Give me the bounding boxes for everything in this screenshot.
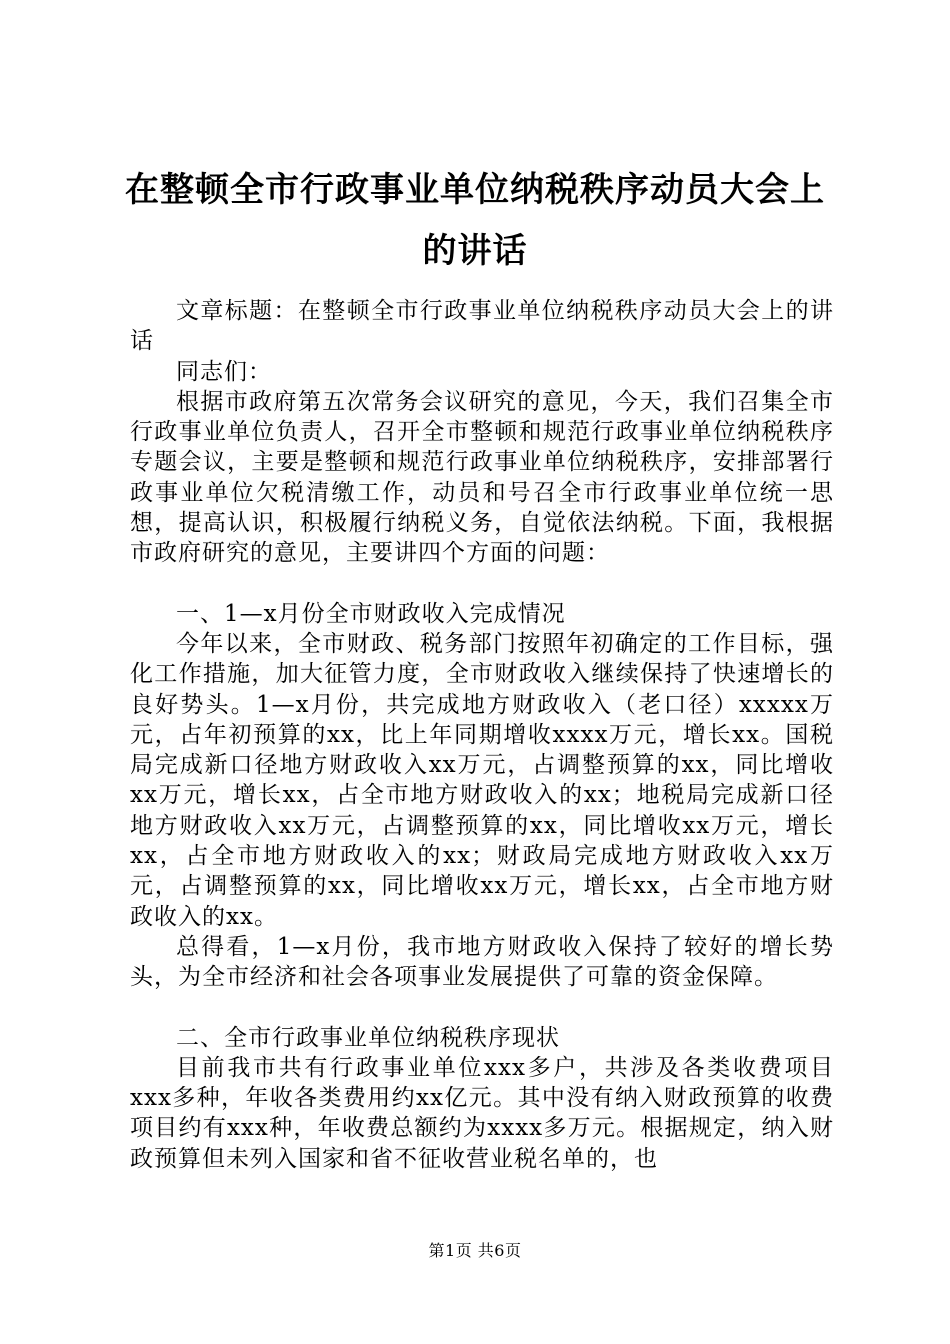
section-heading-1: 一、1—x月份全市财政收入完成情况 xyxy=(176,600,566,627)
document-body xyxy=(130,296,834,1174)
document-title: 在整顿全市行政事业单位纳税秩序动员大会上的讲话 xyxy=(125,170,825,271)
section-1-paragraph-1: 今年以来，全市财政、税务部门按照年初确定的工作目标，强化工作措施，加大征管力度，全市财政收入继续保持了快速增长的良好势头。1—x月份，共完成地方财政收入（老口径）xxxxx万元，占年初预算的xx，比上年同期增收xxxx万元，增长xx。国税局完成新口径地方财政收入xx万元，占调整预算的xx，同比增收xx万元，增长xx，占全市地方财政收入的xx；地税局完成新口径地方财政收入xx万元，占调整预算的xx，同比增收xx万元，增长xx，占全市地方财政收入的xx；财政局完成地方财政收入xx万元，占调整预算的xx，同比增收xx万元，增长xx，占全市地方财政收入的xx。 xyxy=(130,630,834,930)
section-2-paragraph-1: 目前我市共有行政事业单位xxx多户，共涉及各类收费项目xxx多种，年收各类费用约xx亿元。其中没有纳入财政预算的收费项目约有xxx种，年收费总额约为xxxx多万元。根据规定，纳入财政预算但未列入国家和省不征收营业税名单的，也 xyxy=(130,1054,834,1172)
section-1-paragraph-2: 总得看，1—x月份，我市地方财政收入保持了较好的增长势头，为全市经济和社会各项事业发展提供了可靠的资金保障。 xyxy=(130,933,834,991)
paragraph-gap xyxy=(130,569,834,599)
section-heading-2: 二、全市行政事业单位纳税秩序现状 xyxy=(176,1024,560,1051)
page-indicator: 第1页 共6页 xyxy=(428,1241,522,1260)
article-title-line: 文章标题：在整顿全市行政事业单位纳税秩序动员大会上的讲话 xyxy=(130,298,834,355)
salutation: 同志们： xyxy=(176,358,272,385)
intro-paragraph: 根据市政府第五次常务会议研究的意见，今天，我们召集全市行政事业单位负责人，召开全市整顿和规范行政事业单位纳税秩序专题会议，主要是整顿和规范行政事业单位纳税秩序，安排部署行政事业单位欠税清缴工作，动员和号召全市行政事业单位统一思想，提高认识，积极履行纳税义务，自觉依法纳税。下面，我根据市政府研究的意见，主要讲四个方面的问题： xyxy=(130,388,834,567)
paragraph-gap xyxy=(130,993,834,1023)
